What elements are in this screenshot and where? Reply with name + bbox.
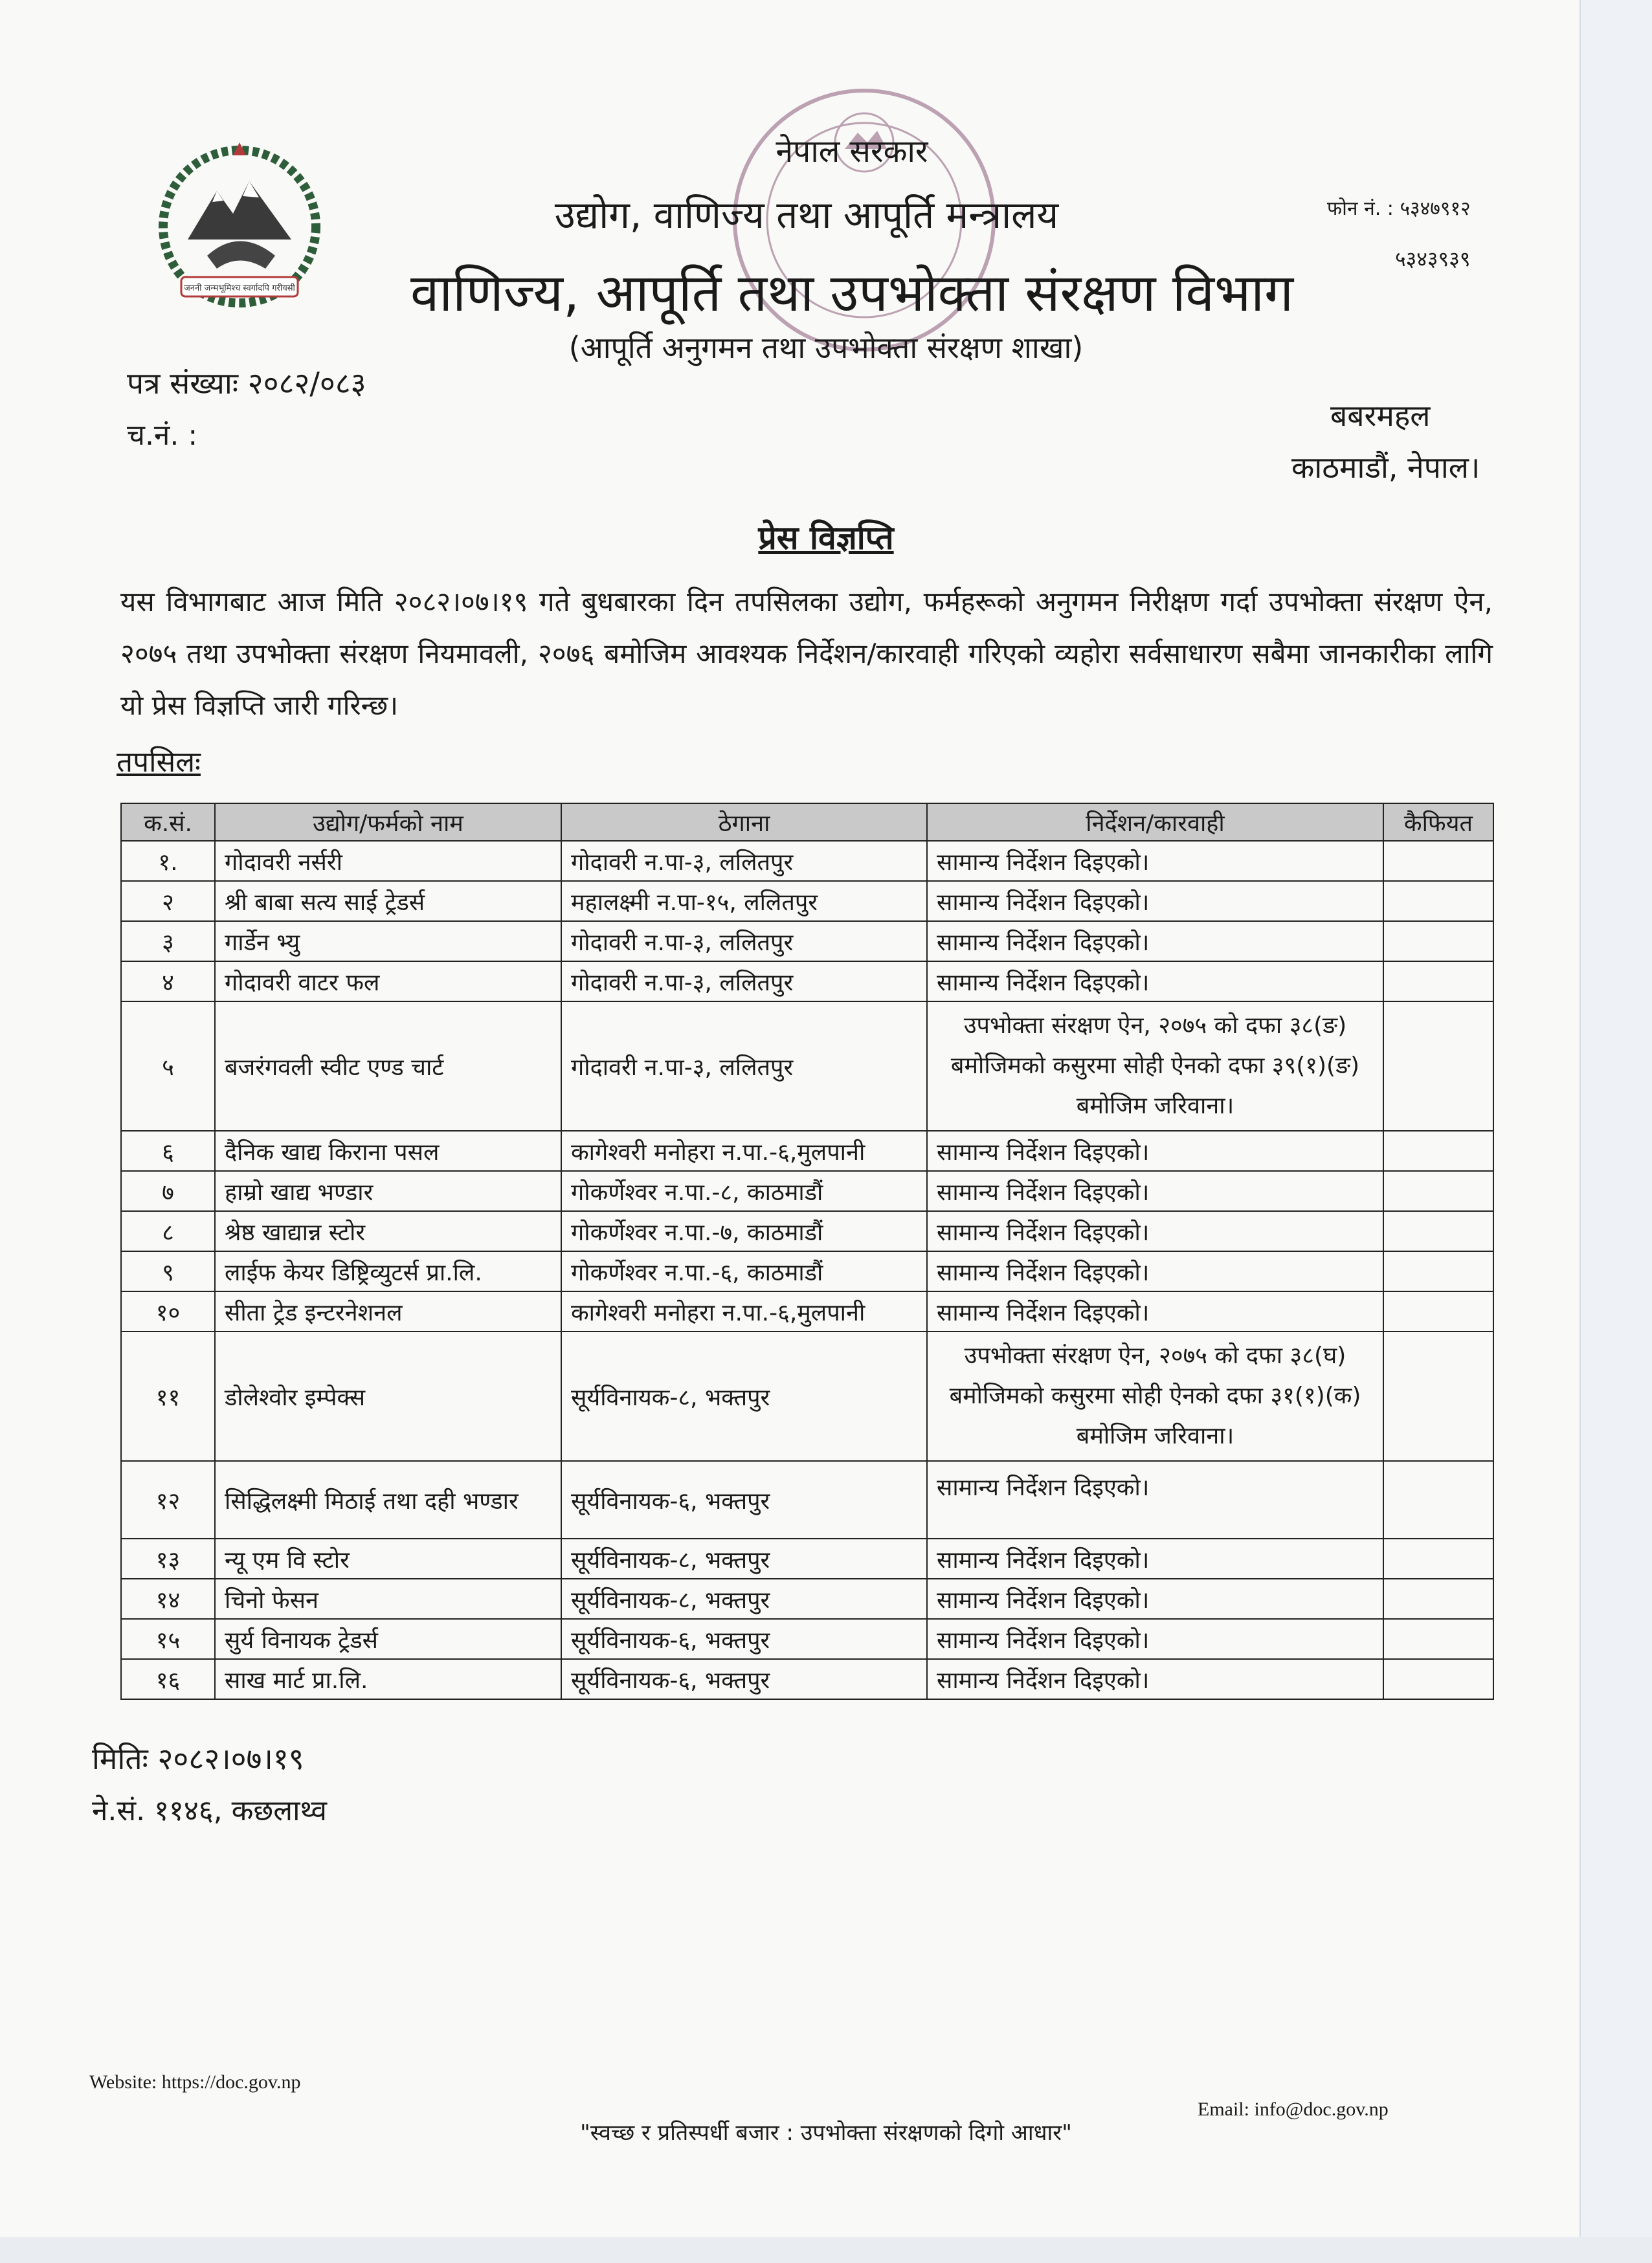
cell-action: सामान्य निर्देशन दिइएको। <box>927 1619 1383 1659</box>
col-header-sn: क.सं. <box>121 803 215 841</box>
cell-sn: २ <box>121 881 215 921</box>
cell-sn: ९ <box>121 1251 215 1291</box>
department-name: वाणिज्य, आपूर्ति तथा उपभोक्ता संरक्षण विभाग <box>410 263 1294 323</box>
cell-sn: ७ <box>121 1171 215 1211</box>
email-link[interactable]: Email: info@doc.gov.np <box>1198 2099 1389 2120</box>
inspection-table <box>120 803 1494 1700</box>
cell-remarks <box>1383 1171 1493 1211</box>
table-row <box>121 1461 1493 1539</box>
table-row <box>121 1291 1493 1332</box>
cell-action: सामान्य निर्देशन दिइएको। <box>927 921 1383 961</box>
cell-remarks <box>1383 1291 1493 1332</box>
cell-sn: ५ <box>121 1001 215 1131</box>
table-row <box>121 921 1493 961</box>
footer-slogan: "स्वच्छ र प्रतिस्पर्धी बजार : उपभोक्ता संरक्षणको दिगो आधार" <box>580 2120 1072 2146</box>
cell-remarks <box>1383 1619 1493 1659</box>
table-row <box>121 1332 1493 1461</box>
cell-remarks <box>1383 921 1493 961</box>
cell-name: श्रेष्ठ खाद्यान्न स्टोर <box>215 1211 561 1251</box>
cell-name: सीता ट्रेड इन्टरनेशनल <box>215 1291 561 1332</box>
cell-remarks <box>1383 1131 1493 1171</box>
cell-action: उपभोक्ता संरक्षण ऐन, २०७५ को दफा ३८(घ) बमोजिमको कसुरमा सोही ऐनको दफा ३१(१)(क) बमोजिम जरिवाना। <box>927 1332 1383 1461</box>
cell-name: दैनिक खाद्य किराना पसल <box>215 1131 561 1171</box>
address-line-1: बबरमहल <box>1330 398 1431 433</box>
cell-name: हाम्रो खाद्य भण्डार <box>215 1171 561 1211</box>
press-release-title <box>0 515 1652 559</box>
col-header-name: उद्योग/फर्मको नाम <box>215 803 561 841</box>
body-paragraph: यस विभागबाट आज मिति २०८२।०७।१९ गते बुधबारका दिन तपसिलका उद्योग, फर्महरूको अनुगमन निरीक्षण गर्दा उपभोक्ता संरक्षण ऐन, २०७५ तथा उपभोक्ता संरक्षण नियमावली, २०७६ बमोजिम आवश्यक निर्देशन/कारवाही गरिएको व्यहोरा सर्वसाधारण सबैमा जानकारीका लागि यो प्रेस विज्ञप्ति जारी गरिन्छ। <box>120 586 1493 721</box>
cell-name: सिद्धिलक्ष्मी मिठाई तथा दही भण्डार <box>215 1461 561 1539</box>
cell-sn: १० <box>121 1291 215 1332</box>
title-text: प्रेस विज्ञप्ति <box>758 519 894 557</box>
cell-address: गोदावरी न.पा-३, ललितपुर <box>561 1001 927 1131</box>
col-header-action: निर्देशन/कारवाही <box>927 803 1383 841</box>
cell-name: श्री बाबा सत्य साई ट्रेडर्स <box>215 881 561 921</box>
cell-address: सूर्यविनायक-६, भक्तपुर <box>561 1461 927 1539</box>
cell-action: सामान्य निर्देशन दिइएको। <box>927 1461 1383 1539</box>
cell-name: गार्डेन भ्यु <box>215 921 561 961</box>
cell-action: सामान्य निर्देशन दिइएको। <box>927 961 1383 1001</box>
table-row <box>121 1539 1493 1579</box>
cell-action: सामान्य निर्देशन दिइएको। <box>927 1251 1383 1291</box>
cell-address: गोदावरी न.पा-३, ललितपुर <box>561 921 927 961</box>
table-row <box>121 881 1493 921</box>
cell-remarks <box>1383 881 1493 921</box>
table-row <box>121 1619 1493 1659</box>
cell-name: डोलेश्वोर इम्पेक्स <box>215 1332 561 1461</box>
phone-number-2: ५३४३९३९ <box>1395 247 1471 271</box>
cell-name: साख मार्ट प्रा.लि. <box>215 1659 561 1699</box>
table-row <box>121 1251 1493 1291</box>
cell-address: सूर्यविनायक-८, भक्तपुर <box>561 1332 927 1461</box>
cell-action: सामान्य निर्देशन दिइएको। <box>927 841 1383 881</box>
cell-address: कागेश्वरी मनोहरा न.पा.-६,मुलपानी <box>561 1131 927 1171</box>
cell-sn: ३ <box>121 921 215 961</box>
cell-remarks <box>1383 1332 1493 1461</box>
table-row <box>121 1131 1493 1171</box>
emblem-motto: जननी जन्मभूमिश्च स्वर्गादपि गरीयसी <box>184 284 295 293</box>
cell-remarks <box>1383 1251 1493 1291</box>
table-row <box>121 1001 1493 1131</box>
cell-action: सामान्य निर्देशन दिइएको। <box>927 881 1383 921</box>
phone-number: फोन नं. : ५३४७९१२ <box>1327 197 1471 220</box>
cell-remarks <box>1383 1211 1493 1251</box>
table-row <box>121 961 1493 1001</box>
col-header-address: ठेगाना <box>561 803 927 841</box>
table-row <box>121 1211 1493 1251</box>
cell-remarks <box>1383 1659 1493 1699</box>
government-name: नेपाल सरकार <box>776 133 928 170</box>
cell-name: चिनो फेसन <box>215 1579 561 1619</box>
cell-action: सामान्य निर्देशन दिइएको। <box>927 1171 1383 1211</box>
cell-address: सूर्यविनायक-६, भक्तपुर <box>561 1659 927 1699</box>
cell-sn: ६ <box>121 1131 215 1171</box>
letter-number: पत्र संख्याः २०८२/०८३ <box>127 366 366 401</box>
cell-action: सामान्य निर्देशन दिइएको। <box>927 1579 1383 1619</box>
details-label: तपसिलः <box>117 746 201 779</box>
website-link[interactable]: Website: https://doc.gov.np <box>89 2071 301 2093</box>
cell-address: कागेश्वरी मनोहरा न.पा.-६,मुलपानी <box>561 1291 927 1332</box>
table-row <box>121 1171 1493 1211</box>
scan-edge-bottom <box>0 2237 1652 2263</box>
section-name: (आपूर्ति अनुगमन तथा उपभोक्ता संरक्षण शाखा) <box>568 330 1084 365</box>
cell-remarks <box>1383 841 1493 881</box>
cell-address: गोकर्णेश्वर न.पा.-८, काठमाडौं <box>561 1171 927 1211</box>
cell-sn: १२ <box>121 1461 215 1539</box>
cell-action: सामान्य निर्देशन दिइएको। <box>927 1659 1383 1699</box>
col-header-remarks: कैफियत <box>1383 803 1493 841</box>
cell-action: सामान्य निर्देशन दिइएको। <box>927 1291 1383 1332</box>
cell-address: सूर्यविनायक-६, भक्तपुर <box>561 1619 927 1659</box>
cell-address: सूर्यविनायक-८, भक्तपुर <box>561 1539 927 1579</box>
table-row <box>121 1659 1493 1699</box>
cell-sn: १६ <box>121 1659 215 1699</box>
cell-remarks <box>1383 1539 1493 1579</box>
cell-sn: ८ <box>121 1211 215 1251</box>
cell-address: गोकर्णेश्वर न.पा.-७, काठमाडौं <box>561 1211 927 1251</box>
cell-sn: ४ <box>121 961 215 1001</box>
cell-sn: १३ <box>121 1539 215 1579</box>
cell-address: गोदावरी न.पा-३, ललितपुर <box>561 961 927 1001</box>
cell-address: सूर्यविनायक-८, भक्तपुर <box>561 1579 927 1619</box>
cell-sn: १. <box>121 841 215 881</box>
cell-name: लाईफ केयर डिष्ट्रिव्युटर्स प्रा.लि. <box>215 1251 561 1291</box>
ministry-name: उद्योग, वाणिज्य तथा आपूर्ति मन्त्रालय <box>554 193 1059 237</box>
cell-action: सामान्य निर्देशन दिइएको। <box>927 1211 1383 1251</box>
cell-action: सामान्य निर्देशन दिइएको। <box>927 1131 1383 1171</box>
cell-name: न्यू एम वि स्टोर <box>215 1539 561 1579</box>
cell-remarks <box>1383 1579 1493 1619</box>
dispatch-number: च.नं. : <box>127 419 198 452</box>
cell-name: गोदावरी वाटर फल <box>215 961 561 1001</box>
nepal-sambat-date: ने.सं. ११४६, कछलाथ्व <box>92 1794 327 1827</box>
cell-remarks <box>1383 1461 1493 1539</box>
table-header-row <box>121 803 1493 841</box>
issue-date: मितिः २०८२।०७।१९ <box>92 1741 304 1776</box>
cell-remarks <box>1383 961 1493 1001</box>
cell-sn: १५ <box>121 1619 215 1659</box>
cell-name: गोदावरी नर्सरी <box>215 841 561 881</box>
address-line-2: काठमाडौं, नेपाल। <box>1291 450 1480 485</box>
cell-sn: १४ <box>121 1579 215 1619</box>
cell-name: सुर्य विनायक ट्रेडर्स <box>215 1619 561 1659</box>
cell-action: सामान्य निर्देशन दिइएको। <box>927 1539 1383 1579</box>
cell-remarks <box>1383 1001 1493 1131</box>
cell-address: गोकर्णेश्वर न.पा.-६, काठमाडौं <box>561 1251 927 1291</box>
cell-name: बजरंगवली स्वीट एण्ड चार्ट <box>215 1001 561 1131</box>
cell-address: गोदावरी न.पा-३, ललितपुर <box>561 841 927 881</box>
cell-address: महालक्ष्मी न.पा-१५, ललितपुर <box>561 881 927 921</box>
table-row <box>121 1579 1493 1619</box>
cell-sn: ११ <box>121 1332 215 1461</box>
table-row <box>121 841 1493 881</box>
cell-action: उपभोक्ता संरक्षण ऐन, २०७५ को दफा ३८(ङ) बमोजिमको कसुरमा सोही ऐनको दफा ३९(१)(ङ) बमोजिम जरिवाना। <box>927 1001 1383 1131</box>
